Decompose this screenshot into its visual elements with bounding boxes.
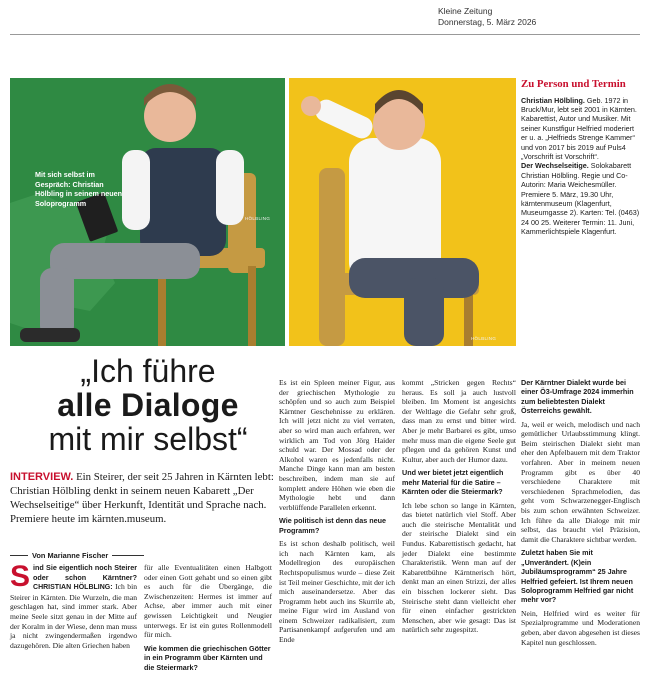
- headline-line-1: „Ich führe: [80, 353, 216, 389]
- dropcap: S: [10, 560, 31, 593]
- question-3: Wie politisch ist denn das neue Programm?: [279, 516, 386, 535]
- masthead: [438, 6, 643, 28]
- article-column-4: [402, 378, 516, 639]
- answer-5: Ja, weil er weich, melodisch und nach gemütlicher Urlaubsstimmung klingt. Beim steirischen Dialekt sieht man eher den Apfelbauern mit dem Traktor vorfahren. Aber in meinem neuen Programm gibt es über 40 verschiedene Charaktere mit verschiedenen Sprachmelodien, das geht vom Schwarzenegger-Englisch bis zum schon erwähnten Schweizer. Ich führe da alle Dialoge mit mir selbst, das braucht viel Präzision, damit die Charaktere sichtbar werden.: [521, 419, 640, 544]
- question-6: Zuletzt haben Sie mit „Unverändert. (K)ein Jubiläumsprogramm“ 25 Jahre Helfried gefeiert. Ist Ihrem neuen Soloprogramm Helfried gar nicht mehr vor?: [521, 548, 634, 605]
- person-illustration: [10, 78, 285, 346]
- info-heading: Zu Person und Termin: [521, 78, 626, 90]
- article-column-2: [144, 563, 272, 676]
- info-person: [521, 96, 640, 162]
- photo-caption: Mit sich selbst im Gespräch: Christian Hölbling in seinem neuen Soloprogramm: [35, 170, 123, 208]
- top-rule: [10, 34, 640, 35]
- question-2: Wie kommen die griechischen Götter in ein Programm über Kärnten und die Steiermark?: [144, 643, 271, 672]
- photo-right: [289, 78, 516, 346]
- headline-line-2: alle Dialoge: [57, 387, 239, 423]
- question-4: Und wer bietet jetzt eigentlich mehr Material für die Satire – Kärnten oder die Steiermark?: [402, 468, 504, 497]
- teaser-kicker: INTERVIEW.: [10, 471, 74, 483]
- issue-date: Donnerstag, 5. März 2026: [438, 17, 537, 27]
- teaser: [10, 470, 286, 526]
- answer-3-continued: kommt „Stricken gegen Rechts“ heraus. Es soll ja auch lustvoll bleiben. Im Moment ist angesichts der Weltlage die Gefahr sehr groß, dass man zu ernst und bitter wird. Aber je mehr Barbarei es gibt, umso mehr muss man die eigene Seele gut pflegen und da gehören Kunst und Kultur, aber auch der Humor dazu.: [402, 378, 516, 464]
- answer-2: Es ist ein Spleen meiner Figur, aus der griechischen Mythologie zu schöpfen und so auch zum Beispiel Kärntner Geschehnisse zu erklären. Ich will jetzt nicht zu viel verraten, aber so wird man auch erfahren, wer wirklich am Tod von Jörg Haider schuld war. Der Mossad oder der Alkohol waren es jedenfalls nicht. Manche Dinge kann man am besten beschreiben, indem man sie auf komplett andere Höhen wie eben die Mythologie hebt und dann verblüffende Parallelen erkennt.: [279, 378, 395, 512]
- answer-speaker: CHRISTIAN HÖLBLING:: [33, 584, 113, 592]
- info-show: [521, 161, 640, 236]
- question-5: Der Kärntner Dialekt wurde bei einer Ö3-Umfrage 2024 immerhin zum beliebtesten Dialekt Österreichs gewählt.: [521, 378, 634, 416]
- byline-rule-left: [10, 555, 28, 556]
- answer-4: Ich lebe schon so lange in Kärnten, das bietet natürlich viel Stoff. Aber auch die steirische Mentalität und der steirische Dialekt sind ein Fundus. Kabarettistisch gedacht, hat jeder Dialekt eine bestimmte Charakteristik. Wenn man auf der Kabarettbühne Kärntnerisch hört, denkt man an einen Strizzi, der alles ein bisschen lockerer sieht. Das Steirische steht dann vielleicht eher für einen einfacher gestrickten Menschen, aber wie gesagt: Das ist natürlich sehr zugespitzt.: [402, 500, 516, 635]
- person-illustration-right: [289, 78, 516, 346]
- teaser-text: Ein Steirer, der seit 25 Jahren in Kärnten lebt: Christian Hölbling denkt in seinem neuen Kabarett „Der Wechselseitige“ über Herkunft, Identität und Sprache nach. Premiere heute im kärnten.museum.: [10, 471, 274, 525]
- question-1: ind Sie eigentlich noch Steirer oder schon Kärntner?: [33, 563, 137, 582]
- photo-credit-left: HÖLBLING: [245, 216, 271, 221]
- article-column-5: [521, 378, 640, 651]
- info-show-text: Solokabarett Christian Hölbling. Regie und Co-Autorin: Maria Weichesmüller. Premiere 5. März, 19.30 Uhr, kärntenmuseum (Klagenfurt, Museumgasse 2). Karten: Tel. (0463) 24 00 25. Weiterer Termin: 11. Juni, Kammerlichtspiele Klagenfurt.: [521, 161, 640, 237]
- answer-3: Es ist schon deshalb politisch, weil ich nach Kärnten kam, als Modellregion des europäischen Rechtspopulismus wurde – diese Zeit ist Teil meiner Geschichte, mit der ich mich auseinandersetze. Aber das Programm hebt auch ins Skurrile ab, meine Figur wird im Ausland von einem Schweizer radikalisiert, zum Partisanenkampf aufgerufen und am Ende: [279, 539, 395, 645]
- answer-6: Nein, Helfried wird es weiter für Spezialprogramme und Moderationen geben, aber davon abgesehen ist dieses Kapitel nun geschlossen.: [521, 608, 640, 647]
- article-column-1: [10, 560, 137, 654]
- paper-name: Kleine Zeitung: [438, 6, 493, 16]
- answer-1-continued: für alle Eventualitäten einen Halbgott oder einen Gott gehabt und so einen gibt es auch für die Übergänge, die Zwischenzeiten: Hermes ist immer auf Achse, aber immer auch mit einer gewissen Leichtigkeit und Neugier unterwegs. Er ist ein gutes Rollenmodell für mich.: [144, 563, 272, 640]
- byline: Von Marianne Fischer: [32, 551, 109, 560]
- info-show-name: Der Wechselseitige.: [521, 161, 589, 171]
- photo-credit-right: HÖLBLING: [471, 336, 497, 341]
- headline-line-3: mit mir selbst“: [48, 421, 248, 457]
- info-person-text: Geb. 1972 in Bruck/Mur, lebt seit 2001 in Kärnten. Kabarettist, Autor und Musiker. Mit seiner Kunstfigur Helfried moderiert er u. a. „Helfrieds Strenge Kammer“ und von 2017 bis 2019 auf Puls4 „Vorschrift ist Vorschrift“.: [521, 95, 637, 161]
- info-box: [521, 78, 640, 237]
- photo-left: [10, 78, 285, 346]
- headline: [10, 354, 286, 456]
- byline-rule-right: [112, 555, 144, 556]
- info-person-name: Christian Hölbling.: [521, 95, 585, 105]
- article-column-3: [279, 378, 395, 649]
- answer-1: Ich bin Steirer in Kärnten. Die Wurzeln, die man geschlagen hat, sind immer stark. Aber meine Seele sitzt genau in der Mitte auf der Koralm in der Wiese, denn man muss ja nicht zwingendermaßen irgendwo dazugehören. Die alten Griechen haben: [10, 582, 137, 650]
